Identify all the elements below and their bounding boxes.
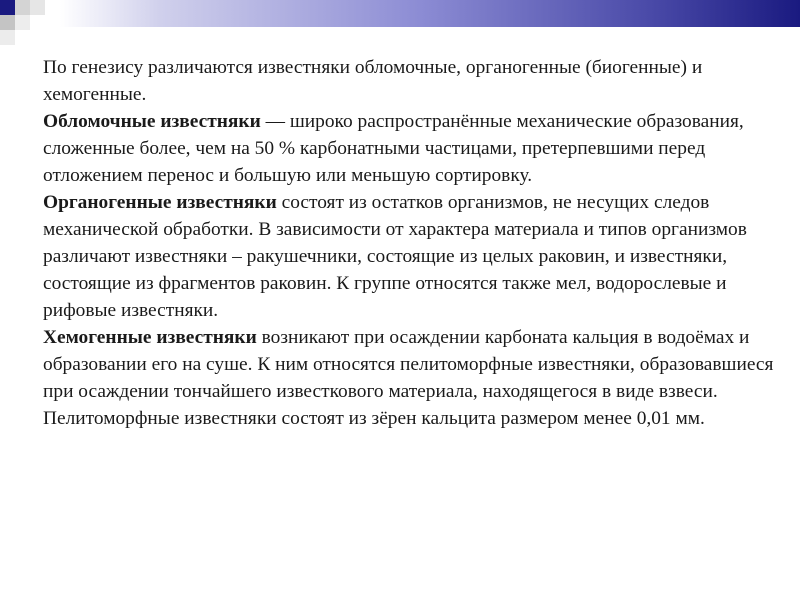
corner-square-decoration	[0, 0, 15, 15]
corner-square-decoration	[0, 15, 15, 30]
paragraph-term: Хемогенные известняки	[43, 327, 257, 348]
paragraph-text: — широко распространённые механические образования, сложенные более, чем на 50 % карбонатными частицами, претерпевшими перед отложением перенос и большую или меньшую сортировку.	[43, 111, 744, 186]
slide-body-text	[43, 54, 778, 432]
organogenic-limestone-paragraph	[43, 189, 778, 324]
corner-square-decoration	[15, 15, 30, 30]
header-gradient-band	[0, 0, 800, 30]
corner-square-decoration	[15, 0, 30, 15]
corner-square-decoration	[30, 0, 45, 15]
chemogenic-limestone-paragraph	[43, 324, 778, 432]
corner-square-decoration	[0, 30, 15, 45]
paragraph-term: Органогенные известняки	[43, 192, 277, 213]
paragraph-term: Обломочные известняки	[43, 111, 261, 132]
intro-paragraph	[43, 54, 778, 108]
paragraph-text: состоят из остатков организмов, не несущих следов механической обработки. В зависимости от характера материала и типов организмов различают известняки – ракушечники, состоящие из целых раковин, и известняки, состоящие из фрагментов раковин. К группе относятся также мел, водорослевые и рифовые известняки.	[43, 192, 747, 321]
clastic-limestone-paragraph	[43, 108, 778, 189]
paragraph-text: По генезису различаются известняки обломочные, органогенные (биогенные) и хемогенные.	[43, 57, 703, 105]
paragraph-text: возникают при осаждении карбоната кальция в водоёмах и образовании его на суше. К ним относятся пелитоморфные известняки, образовавшиеся при осаждении тончайшего известкового материала, находящегося в виде взвеси. Пелитоморфные известняки состоят из зёрен кальцита размером менее 0,01 мм.	[43, 327, 774, 429]
